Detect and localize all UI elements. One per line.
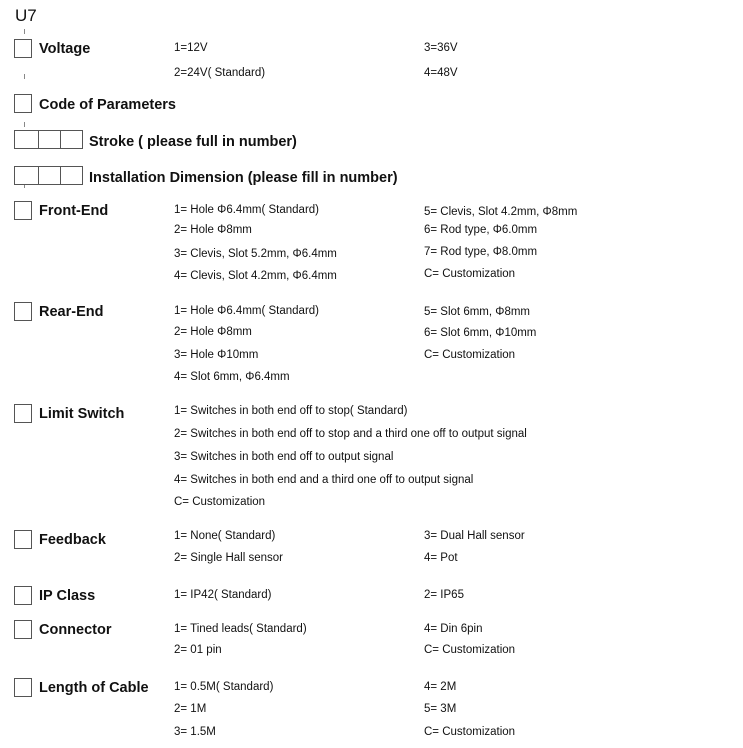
code-label: Code of Parameters <box>39 97 176 113</box>
front-end-option: 1= Hole Φ6.4mm( Standard) <box>174 204 320 216</box>
rear-end-option: 6= Slot 6mm, Φ10mm <box>424 327 537 339</box>
rear-end-option: 3= Hole Φ10mm <box>174 349 259 361</box>
rear-end-option: 4= Slot 6mm, Φ6.4mm <box>174 371 290 383</box>
limit-switch-option: 3= Switches in both end off to output signal <box>174 451 394 463</box>
stroke-box-3[interactable] <box>60 130 83 149</box>
front-end-option: 2= Hole Φ8mm <box>174 224 252 236</box>
stroke-box-1[interactable] <box>14 130 39 149</box>
cable-length-box[interactable] <box>14 678 32 697</box>
tick <box>24 74 25 79</box>
connector-label: Connector <box>39 622 112 638</box>
model-code: U7 <box>15 6 37 25</box>
feedback-option: 1= None( Standard) <box>174 530 276 542</box>
install-box-3[interactable] <box>60 166 83 185</box>
ip-class-option: 1= IP42( Standard) <box>174 589 272 601</box>
rear-end-box[interactable] <box>14 302 32 321</box>
install-label: Installation Dimension (please fill in number) <box>89 170 398 186</box>
front-end-option: 6= Rod type, Φ6.0mm <box>424 224 538 236</box>
feedback-label: Feedback <box>39 532 106 548</box>
cable-length-label: Length of Cable <box>39 680 149 696</box>
ip-class-option: 2= IP65 <box>424 589 464 601</box>
voltage-option: 3=36V <box>424 42 458 54</box>
limit-switch-option: 2= Switches in both end off to stop and a third one off to output signal <box>174 428 527 440</box>
voltage-box[interactable] <box>14 39 32 58</box>
feedback-option: 3= Dual Hall sensor <box>424 530 525 542</box>
rear-end-option: 2= Hole Φ8mm <box>174 326 252 338</box>
voltage-option: 2=24V( Standard) <box>174 67 266 79</box>
front-end-option: 3= Clevis, Slot 5.2mm, Φ6.4mm <box>174 248 337 260</box>
voltage-option: 4=48V <box>424 67 458 79</box>
connector-option: 1= Tined leads( Standard) <box>174 623 307 635</box>
stroke-box-2[interactable] <box>38 130 61 149</box>
limit-switch-option: 1= Switches in both end off to stop( Standard) <box>174 405 408 417</box>
front-end-option: 4= Clevis, Slot 4.2mm, Φ6.4mm <box>174 270 337 282</box>
limit-switch-label: Limit Switch <box>39 406 125 422</box>
rear-end-option: 5= Slot 6mm, Φ8mm <box>424 306 530 318</box>
code-box[interactable] <box>14 94 32 113</box>
stroke-label: Stroke ( please full in number) <box>89 134 297 150</box>
front-end-option: 7= Rod type, Φ8.0mm <box>424 246 538 258</box>
install-box-2[interactable] <box>38 166 61 185</box>
rear-end-option: C= Customization <box>424 349 516 361</box>
front-end-label: Front-End <box>39 203 109 219</box>
cable-length-option: 5= 3M <box>424 703 457 715</box>
feedback-option: 4= Pot <box>424 552 458 564</box>
limit-switch-option: C= Customization <box>174 496 266 508</box>
tick <box>24 122 25 127</box>
connector-option: 2= 01 pin <box>174 644 222 656</box>
limit-switch-option: 4= Switches in both end and a third one off to output signal <box>174 474 474 486</box>
front-end-option: C= Customization <box>424 268 516 280</box>
cable-length-option: 4= 2M <box>424 681 457 693</box>
feedback-box[interactable] <box>14 530 32 549</box>
voltage-label: Voltage <box>39 41 91 57</box>
feedback-option: 2= Single Hall sensor <box>174 552 283 564</box>
rear-end-label: Rear-End <box>39 304 104 320</box>
cable-length-option: C= Customization <box>424 726 516 738</box>
front-end-option: 5= Clevis, Slot 4.2mm, Φ8mm <box>424 206 578 218</box>
voltage-option: 1=12V <box>174 42 208 54</box>
ip-class-box[interactable] <box>14 586 32 605</box>
install-box-1[interactable] <box>14 166 39 185</box>
limit-switch-box[interactable] <box>14 404 32 423</box>
tick <box>24 29 25 34</box>
front-end-box[interactable] <box>14 201 32 220</box>
cable-length-option: 2= 1M <box>174 703 207 715</box>
ip-class-label: IP Class <box>39 588 96 604</box>
cable-length-option: 3= 1.5M <box>174 726 216 738</box>
rear-end-option: 1= Hole Φ6.4mm( Standard) <box>174 305 320 317</box>
connector-option: C= Customization <box>424 644 516 656</box>
connector-box[interactable] <box>14 620 32 639</box>
connector-option: 4= Din 6pin <box>424 623 483 635</box>
cable-length-option: 1= 0.5M( Standard) <box>174 681 274 693</box>
